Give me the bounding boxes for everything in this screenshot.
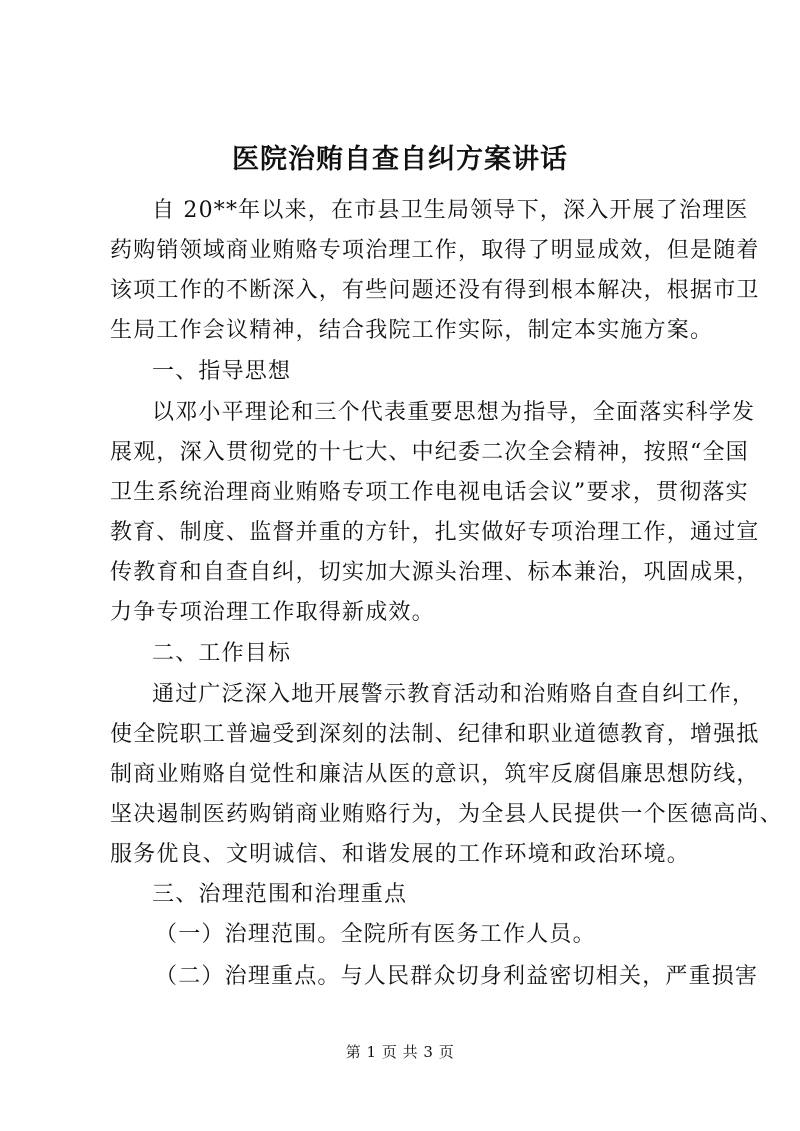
- paragraph-line: 使全院职工普遍受到深刻的法制、纪律和职业道德教育，增强抵: [110, 722, 760, 747]
- paragraph-line: 通过广泛深入地开展警示教育活动和治贿赂自查自纠工作，: [152, 682, 756, 707]
- paragraph-line: 自 20**年以来，在市县卫生局领导下，深入开展了治理医: [152, 198, 749, 223]
- section-heading: 三、治理范围和治理重点: [152, 882, 408, 907]
- paragraph-line: 教育、制度、监督并重的方针，扎实做好专项治理工作，通过宣: [110, 520, 760, 545]
- paragraph-line: 药购销领域商业贿赂专项治理工作，取得了明显成效，但是随着: [110, 238, 760, 263]
- paragraph-line: 以邓小平理论和三个代表重要思想为指导，全面落实科学发: [152, 400, 756, 425]
- paragraph-line: 制商业贿赂自觉性和廉洁从医的意识，筑牢反腐倡廉思想防线，: [110, 762, 760, 787]
- page-number: 第 1 页 共 3 页: [345, 1043, 455, 1061]
- section-heading: 二、工作目标: [152, 641, 292, 666]
- paragraph-line: 生局工作会议精神，结合我院工作实际，制定本实施方案。: [110, 318, 714, 343]
- paragraph-line: 展观，深入贯彻党的十七大、中纪委二次全会精神，按照“全国: [110, 440, 749, 465]
- paragraph-line: 传教育和自查自纠，切实加大源头治理、标本兼治，巩固成果，: [110, 560, 760, 585]
- section-heading: 一、指导思想: [152, 359, 292, 384]
- paragraph-line: （一）治理范围。全院所有医务工作人员。: [155, 922, 596, 947]
- paragraph-line: （二）治理重点。与人民群众切身利益密切相关，严重损害: [155, 964, 759, 989]
- document-title: 医院治贿自查自纠方案讲话: [232, 144, 568, 175]
- paragraph-line: 服务优良、文明诚信、和谐发展的工作环境和政治环境。: [110, 842, 691, 867]
- paragraph-line: 该项工作的不断深入，有些问题还没有得到根本解决，根据市卫: [110, 278, 760, 303]
- paragraph-line: 卫生系统治理商业贿赂专项工作电视电话会议”要求，贯彻落实: [110, 480, 749, 505]
- paragraph-line: 坚决遏制医药购销商业贿赂行为，为全县人民提供一个医德高尚、: [110, 802, 783, 827]
- paragraph-line: 力争专项治理工作取得新成效。: [110, 600, 435, 625]
